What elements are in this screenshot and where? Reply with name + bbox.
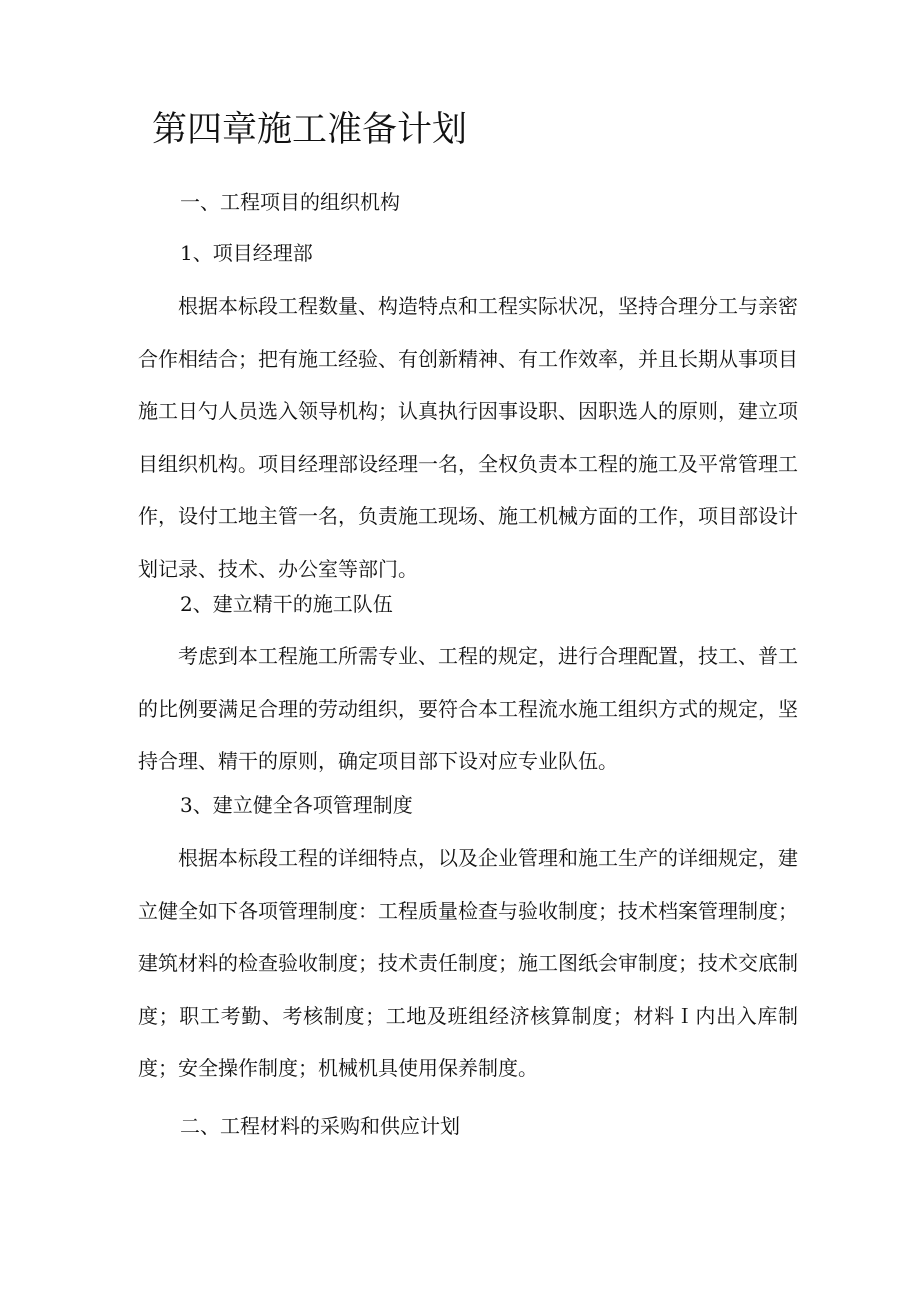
section-heading-materials-procurement: 二、工程材料的采购和供应计划: [180, 1114, 460, 1138]
paragraph-project-management: 根据本标段工程数量、构造特点和工程实际状况，坚持合理分工与亲密合作相结合；把有施工经验、有创新精神、有工作效率，并且长期从事项目施工日勺人员选入领导机构；认真执行因事设职、因职选人的原则，建立项目组织机构。项目经理部设经理一名，全权负责本工程的施工及平常管理工作，设付工地主管一名，负责施工现场、施工机械方面的工作，项目部设计划记录、技术、办公室等部门。: [138, 294, 798, 581]
subsection-heading-management-systems: 3、建立健全各项管理制度: [180, 793, 413, 817]
section-heading-organization: 一、工程项目的组织机构: [180, 190, 400, 214]
paragraph-management-systems: 根据本标段工程的详细特点，以及企业管理和施工生产的详细规定，建立健全如下各项管理制度：工程质量检查与验收制度；技术档案管理制度；建筑材料的检查验收制度；技术责任制度；施工图纸会审制度；技术交底制度；职工考勤、考核制度；工地及班组经济核算制度；材料Ｉ内出入库制度；安全操作制度；机械机具使用保养制度。: [138, 846, 798, 1080]
subsection-heading-project-management: 1、项目经理部: [180, 241, 313, 265]
subsection-heading-construction-team: 2、建立精干的施工队伍: [180, 592, 393, 616]
paragraph-construction-team: 考虑到本工程施工所需专业、工程的规定，进行合理配置，技工、普工的比例要满足合理的劳动组织，要符合本工程流水施工组织方式的规定，坚持合理、精干的原则，确定项目部下设对应专业队伍。: [138, 644, 798, 773]
chapter-title: 第四章施工准备计划: [152, 110, 468, 150]
